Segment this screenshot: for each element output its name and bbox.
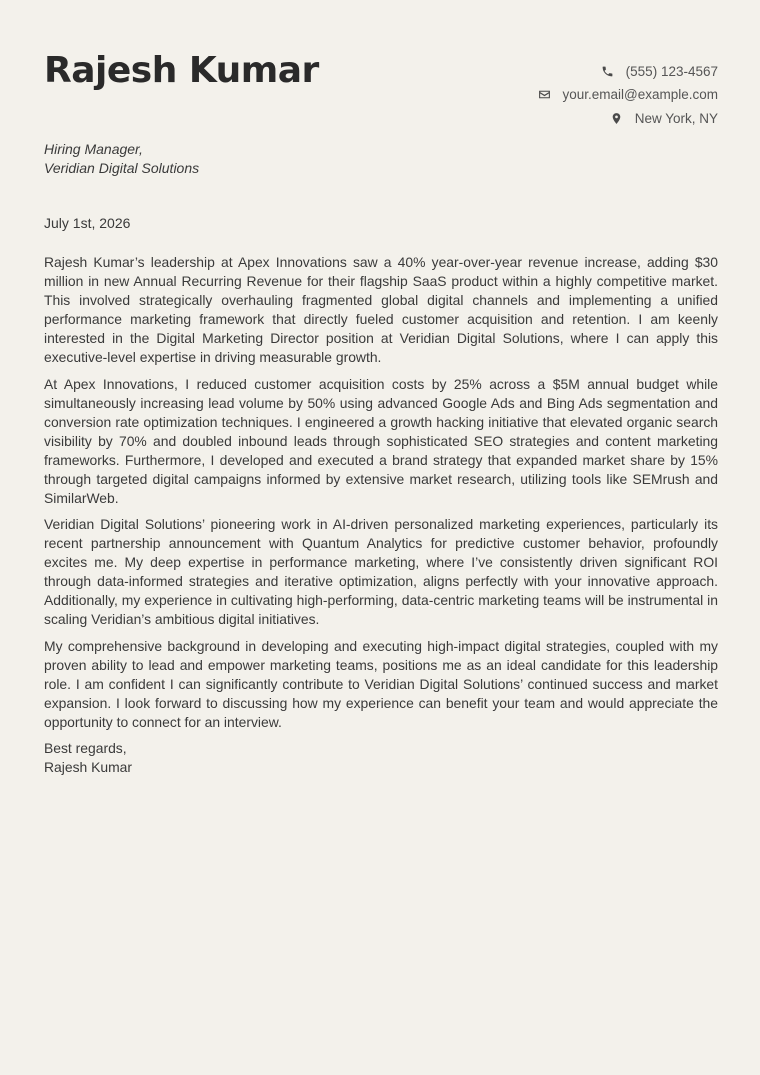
applicant-name: Rajesh Kumar <box>44 50 319 91</box>
paragraph-2: At Apex Innovations, I reduced customer acquisition costs by 25% across a $5M annual budget while simultaneously increasing lead volume by 50% using advanced Google Ads and Bing Ads segmentation and conversion rate optimization techniques. I engineered a growth hacking initiative that elevated organic search visibility by 70% and doubled inbound leads through sophisticated SEO strategies and content marketing frameworks. Furthermore, I developed and executed a brand strategy that expanded market share by 15% through targeted digital campaigns informed by extensive market research, utilizing tools like SEMrush and SimilarWeb. <box>44 375 718 506</box>
phone-text: (555) 123-4567 <box>625 64 718 80</box>
phone-icon <box>601 65 615 79</box>
recipient-block <box>44 140 199 178</box>
salutation: Best regards, <box>44 740 127 756</box>
paragraph-1: Rajesh Kumar’s leadership at Apex Innovations saw a 40% year-over-year revenue increase, adding $30 million in new Annual Recurring Revenue for their flagship SaaS product within a highly competitive market. This involved strategically overhauling fragmented global digital channels and implementing a unified performance marketing framework that directly fueled customer acquisition and retention. I am keenly interested in the Digital Marketing Director position at Veridian Digital Solutions, where I can apply this executive-level expertise in driving measurable growth. <box>44 254 718 365</box>
paragraph-3: Veridian Digital Solutions’ pioneering work in AI-driven personalized marketing experiences, particularly its recent partnership announcement with Quantum Analytics for predictive customer behavior, profoundly excites me. My deep expertise in performance marketing, where I’ve consistently driven significant ROI through data-informed strategies and iterative optimization, aligns perfectly with your innovative approach. Additionally, my experience in cultivating high-performing, data-centric marketing teams will be instrumental in scaling Veridian’s ambitious digital initiatives. <box>44 516 718 627</box>
signature: Rajesh Kumar <box>44 759 133 775</box>
contact-block <box>537 60 718 130</box>
recipient-title: Hiring Manager, <box>44 141 143 157</box>
cover-letter-page <box>44 0 718 1075</box>
closing-block <box>44 739 718 777</box>
letter-date: July 1st, 2026 <box>44 215 131 231</box>
contact-location <box>537 107 718 130</box>
email-text: your.email@example.com <box>562 87 718 103</box>
envelope-icon <box>537 88 551 102</box>
map-pin-icon <box>610 111 624 125</box>
contact-email <box>537 83 718 106</box>
letter-body <box>44 253 718 777</box>
paragraph-4: My comprehensive background in developing and executing high-impact digital strategies, coupled with my proven ability to lead and empower marketing teams, positions me as an ideal candidate for this leadership role. I am confident I can significantly contribute to Veridian Digital Solutions’ continued success and market expansion. I look forward to discussing how my experience can benefit your team and would appreciate the opportunity to connect for an interview. <box>44 637 718 730</box>
location-text: New York, NY <box>634 110 718 126</box>
contact-phone <box>537 60 718 83</box>
recipient-company: Veridian Digital Solutions <box>44 160 200 176</box>
